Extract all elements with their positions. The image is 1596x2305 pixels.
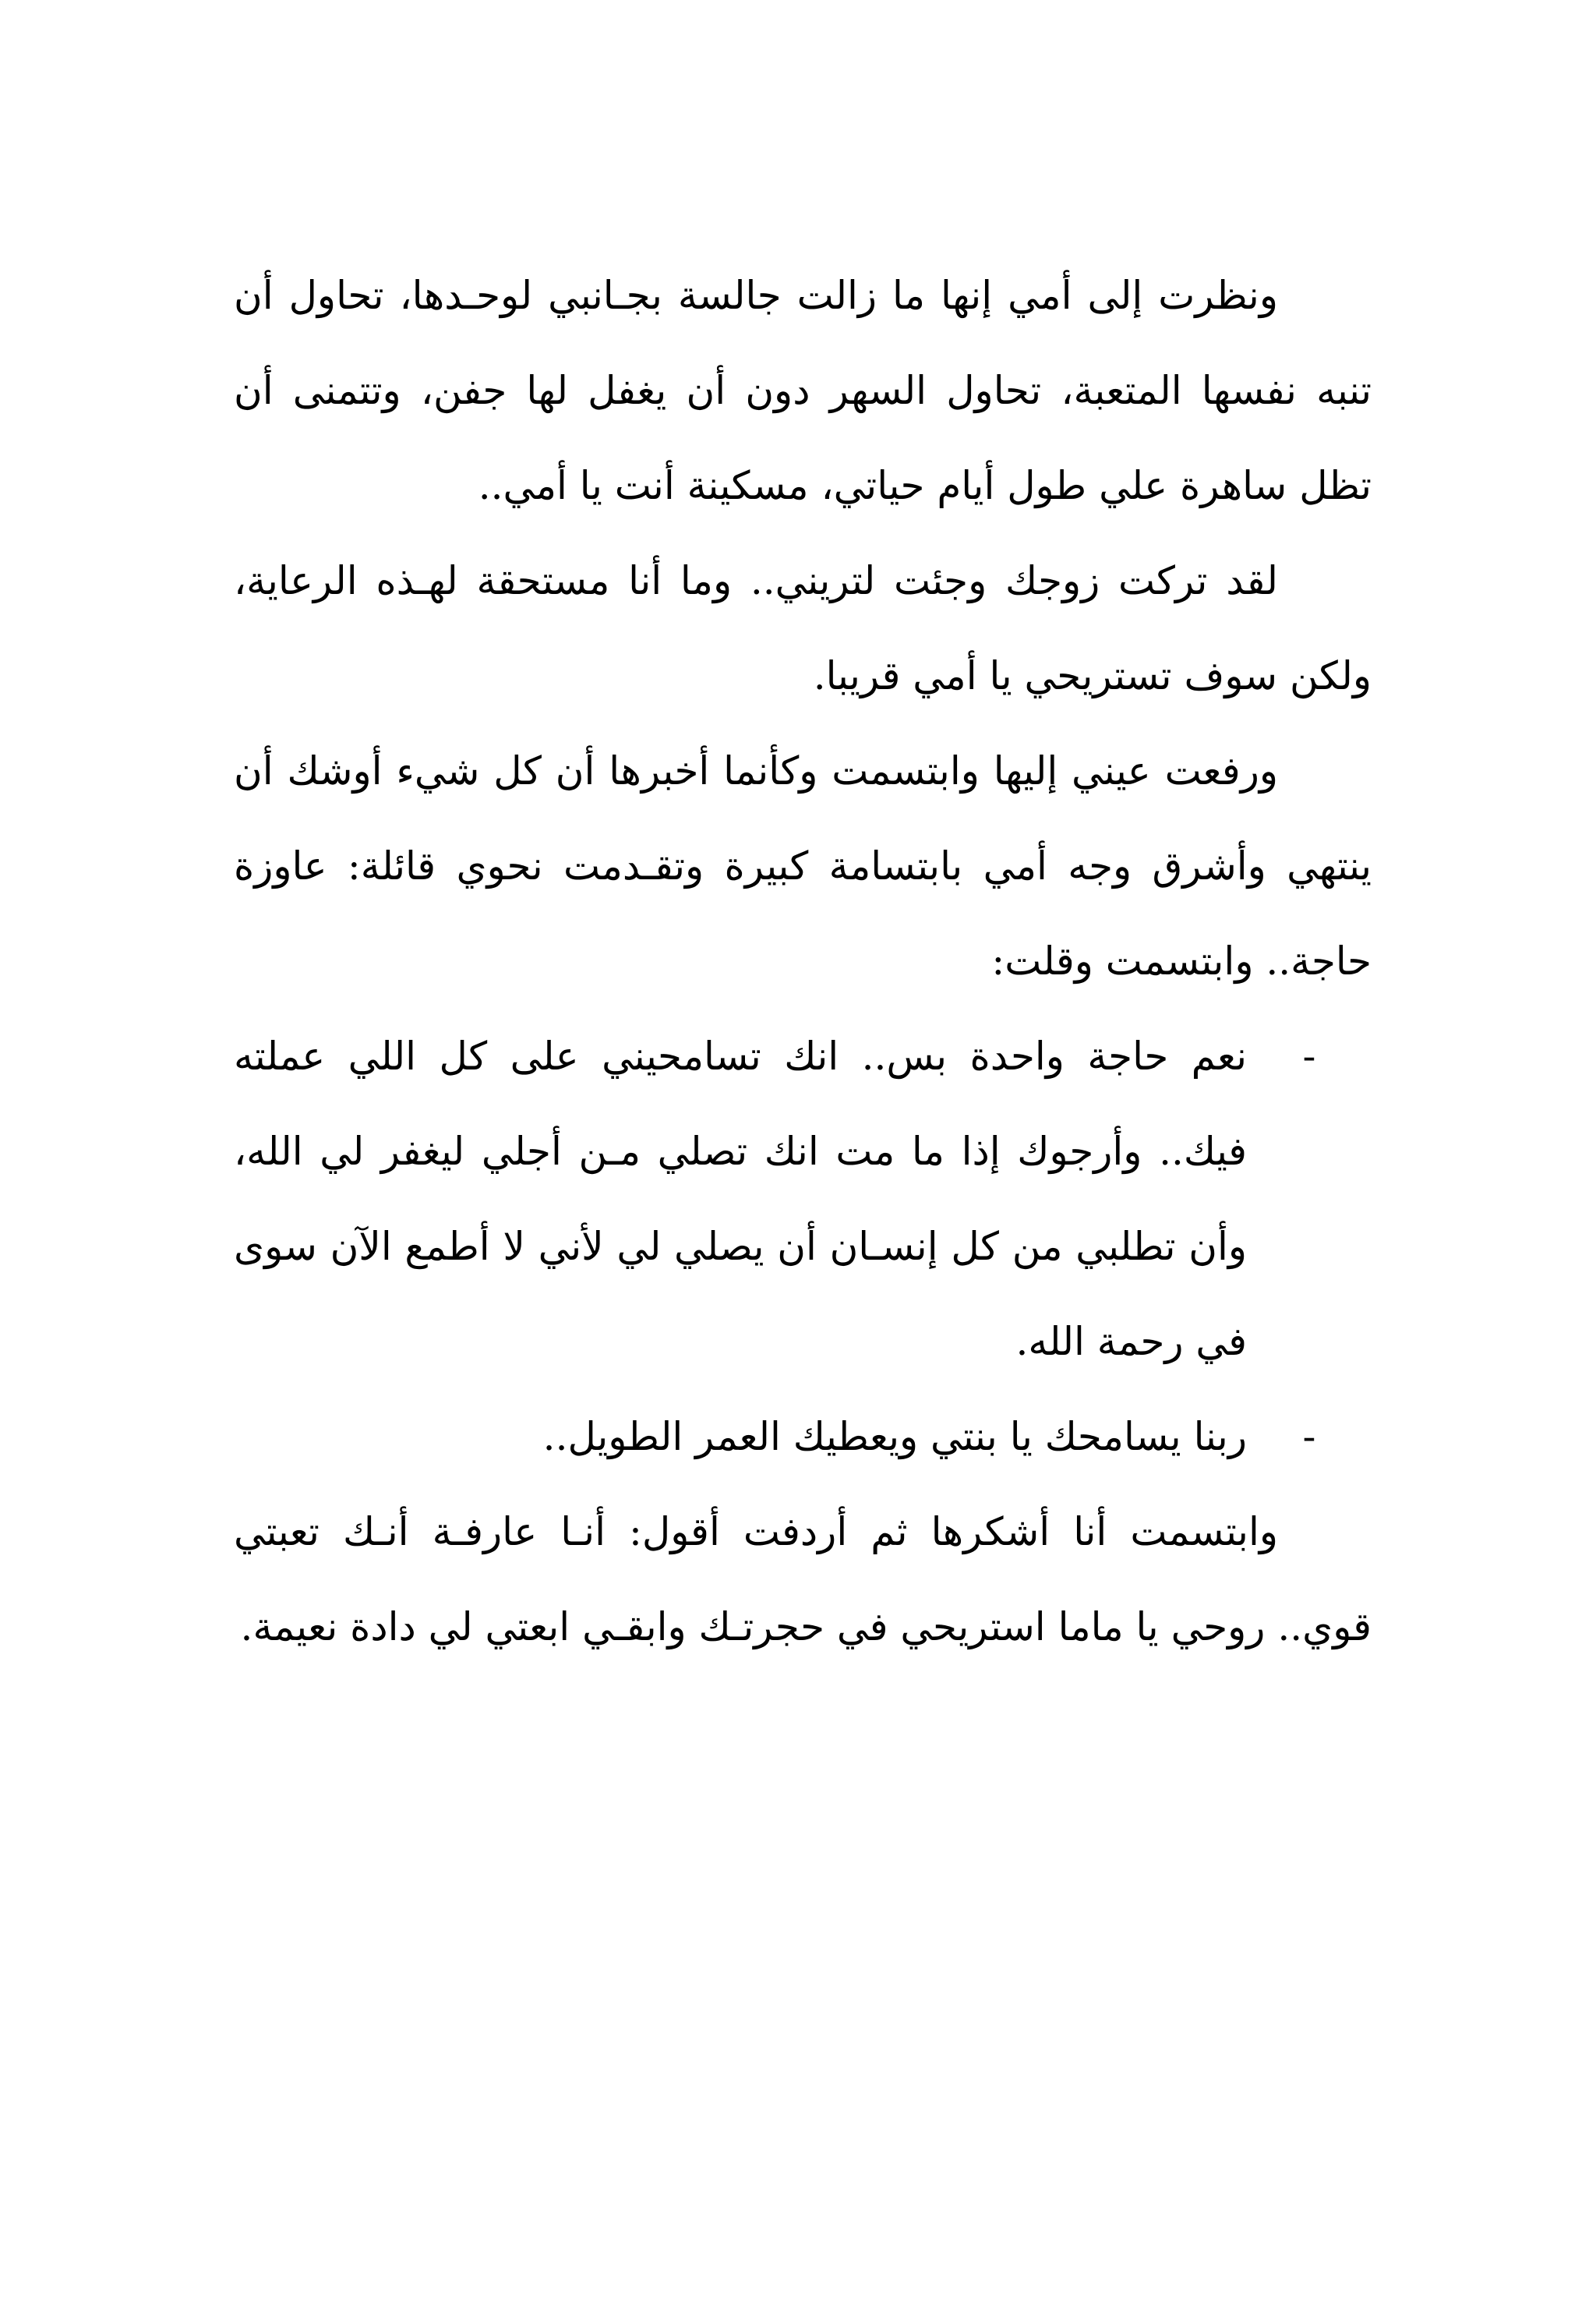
paragraph: ونظرت إلى أمي إنها ما زالت جالسة بجـانبي لوحـدها، تحاول أن تنبه نفسها المتعبة، تحاول السهر دون أن يغفل لها جفن، وتتمنى أن تظل ساهرة علي طول أيام حياتي، مسكينة أنت يا أمي.. <box>234 273 1372 508</box>
dialogue-line <box>234 1389 1372 1484</box>
dialogue-text: نعم حاجة واحدة بس.. انك تسامحيني على كل اللي عملته فيك.. وأرجوك إذا ما مت انك تصلي مـن أجلي ليغفر لي الله، وأن تطلبي من كل إنسـان أن يصلي لي لأني لا أطمع الآن سوى في رحمة الله. <box>234 1034 1247 1364</box>
dialogue-dash: - <box>1302 1414 1316 1459</box>
closing-paragraph: وابتسمت أنا أشكرها ثم أردفت أقول: أنـا عارفـة أنـك تعبتي قوي.. روحي يا ماما استريحي في حجرتـك وابقـي ابعتي لي دادة نعيمة. <box>234 1509 1372 1649</box>
paragraph: لقد تركت زوجك وجئت لتريني.. وما أنا مستحقة لهـذه الرعاية، ولكن سوف تستريحي يا أمي قريبا. <box>234 558 1372 698</box>
paragraph: ورفعت عيني إليها وابتسمت وكأنما أخبرها أن كل شيء أوشك أن ينتهي وأشرق وجه أمي بابتسامة كبيرة وتقـدمت نحوي قائلة: عاوزة حاجة.. وابتسمت وقلت: <box>234 748 1372 984</box>
dialogue-dash: - <box>1302 1034 1316 1079</box>
body-text <box>234 248 1372 1674</box>
dialogue-text: ربنا يسامحك يا بنتي ويعطيك العمر الطويل.. <box>542 1414 1247 1459</box>
dialogue-line <box>234 1009 1372 1389</box>
